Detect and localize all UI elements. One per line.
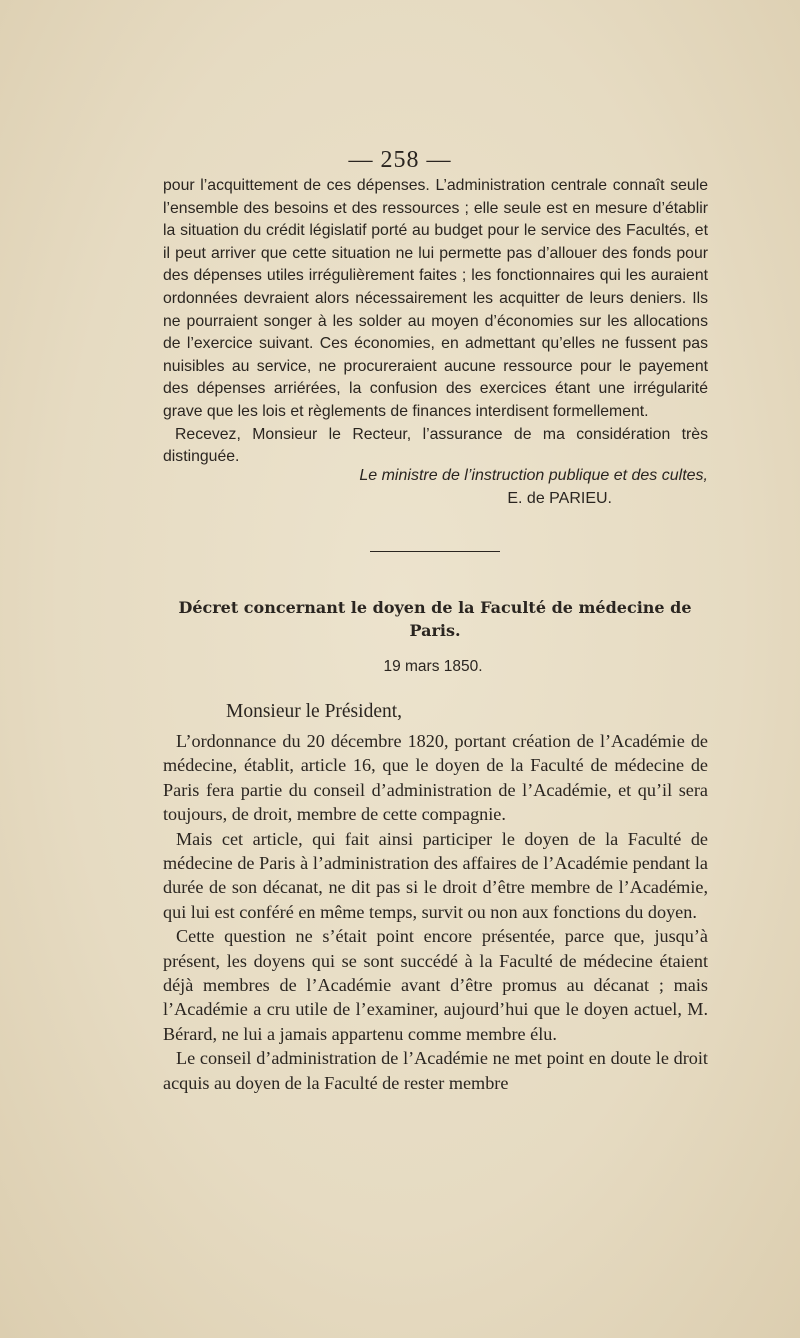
decree-paragraph-3: Cette question ne s’était point encore présentée, parce que, jusqu’à présent, les doyens qui se sont succédé à la Faculté de médecine étaient déjà membres de l’Académie avant d’être promus au décanat ; mais l’Académie a cru utile de l’examiner, aujourd’hui que le doyen actuel, M. Bérard, ne lui a jamais appartenu comme membre élu. bbox=[163, 926, 708, 1044]
salutation: Monsieur le Président, bbox=[226, 701, 403, 722]
decree-paragraph-4: Le conseil d’administration de l’Académie ne met point en doute le droit acquis au doyen de la Faculté de rester membre bbox=[163, 1048, 708, 1093]
signature-name: E. de PARIEU. bbox=[507, 490, 612, 507]
decree-body bbox=[163, 729, 708, 1095]
letter-closing-paragraph: Recevez, Monsieur le Recteur, l’assurance de ma considération très distinguée. bbox=[163, 425, 708, 466]
letter-paragraph-1: pour l’acquittement de ces dépenses. L’administration centrale connaît seule l’ensemble des besoins et des ressources ; elle seule est en mesure d’établir la situation du crédit législatif porté au budget pour le service des Facultés, et il peut arriver que cette situation ne lui permette pas d’allouer des fonds pour des dépenses utiles irrégulièrement faites ; les fonctionnaires qui les auraient ordonnées devraient alors nécessairement les acquitter de leurs deniers. Ils ne pourraient songer à les solder au moyen d’économies sur les allocations de l’exercice suivant. Ces économies, en admettant qu’elles ne fussent pas nuisibles au service, ne procureraient aucune ressource pour le payement des dépenses arriérées, la confusion des exercices étant une irrégularité grave que les lois et règlements de finances interdisent formellement. bbox=[163, 177, 708, 420]
decree-date: 19 mars 1850. bbox=[383, 658, 483, 675]
ministerial-letter-text bbox=[163, 175, 708, 469]
signature-title: Le ministre de l’instruction publique et des cultes, bbox=[359, 467, 708, 484]
section-divider bbox=[370, 551, 500, 552]
page-number: — 258 — bbox=[348, 147, 452, 173]
decree-paragraph-2: Mais cet article, qui fait ainsi participer le doyen de la Faculté de médecine de Paris à l’administration des affaires de l’Académie pendant la durée de son décanat, ne dit pas si le droit d’être membre de l’Académie, qui lui est conféré en même temps, survit ou non aux fonctions du doyen. bbox=[163, 828, 708, 922]
decree-paragraph-1: L’ordonnance du 20 décembre 1820, portant création de l’Académie de médecine, établit, article 16, que le doyen de la Faculté de médecine de Paris fera partie du conseil d’administration de l’Académie, et qu’il sera toujours, de droit, membre de cette compagnie. bbox=[163, 731, 708, 825]
decree-title: Décret concernant le doyen de la Faculté de médecine de Paris. bbox=[178, 598, 692, 640]
